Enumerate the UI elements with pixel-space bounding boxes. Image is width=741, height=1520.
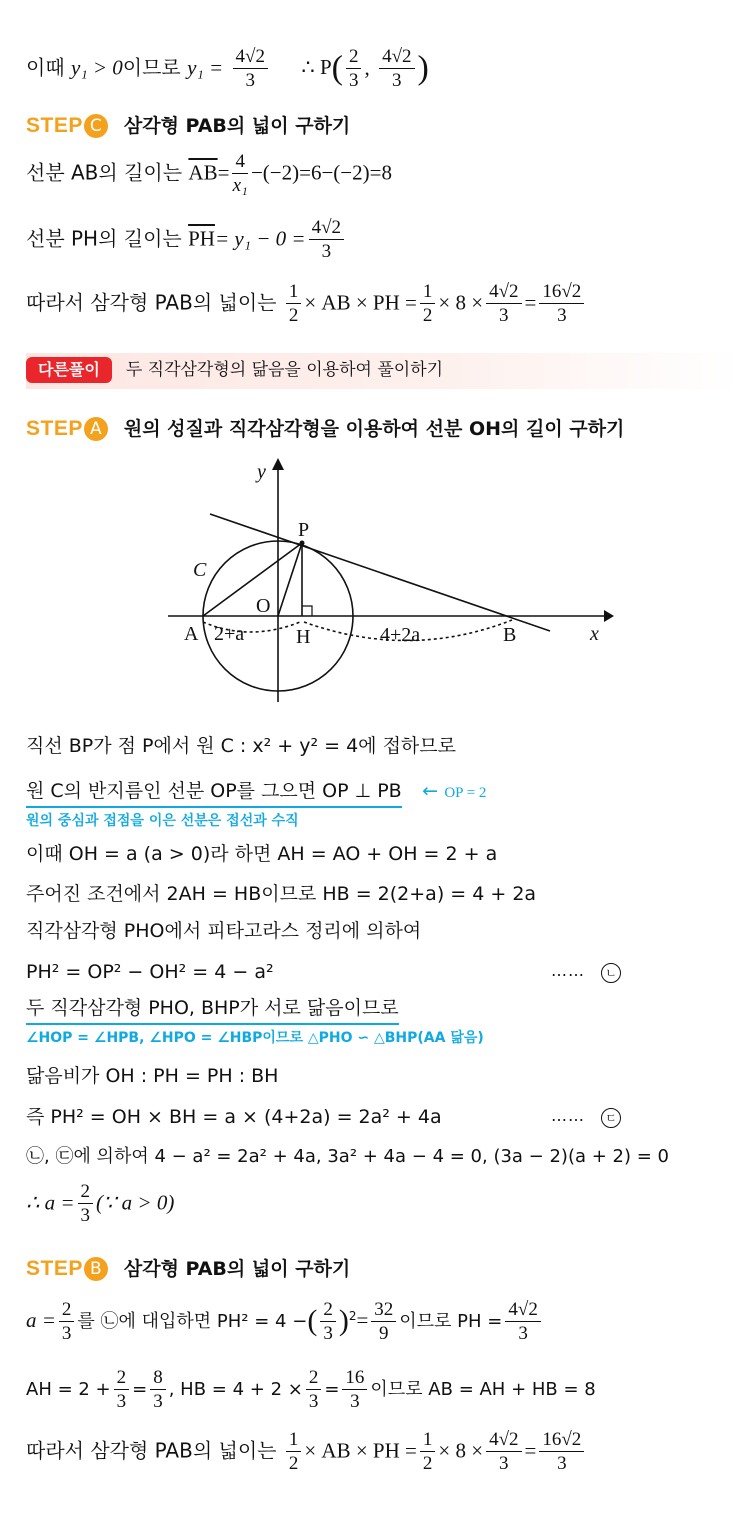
step-b-heading: STEP B 삼각형 PAB의 넓이 구하기 — [26, 1257, 351, 1280]
line-substitute: a = $\frac{2}{3}$ 를 ㉡에 대입하면 PH² = 4 −( $\frac{2}{3}$ )$^2$= $\frac{32}{9}$ 이므로 PH = $\frac{4√2}{3}$ — [26, 1300, 544, 1344]
label-a: A — [184, 623, 199, 645]
ph-length-line: 선분 PH의 길이는 $\overline{PH}= y_1 - 0$ = $\frac{4√2}{3}$ — [26, 218, 347, 262]
label-o: O — [256, 595, 271, 617]
step-c-circle: C — [84, 114, 108, 138]
y-arrow — [272, 458, 284, 470]
alt-solution: 다른풀이 두 직각삼각형의 닮음을 이용하여 풀이하기 — [26, 357, 443, 383]
area-line-2: 따라서 삼각형 PAB의 넓이는 $\frac{1}{2}$ × AB × PH = $\frac{1}{2}$ × 8 × $\frac{4√2}{3}$ = $\frac{16√2}{3}$ — [26, 1430, 587, 1474]
x-arrow — [604, 610, 614, 622]
equation-2: PH² = OP² − OH² = 4 − a² …… ㄴ — [26, 963, 274, 982]
area-line-1: 따라서 삼각형 PAB의 넓이는 $\frac{1}{2}$ × AB × PH = $\frac{1}{2}$ × 8 × $\frac{4√2}{3}$ = $\frac{16√2}{3}$ — [26, 282, 587, 326]
label-x: x — [590, 623, 599, 645]
line-quadratic: ㉡, ㉢에 의하여 4 − a² = 2a² + 4a, 3a² + 4a − 4 = 0, (3a − 2)(a + 2) = 0 — [26, 1146, 669, 1167]
tag-circle-3: ㄷ — [601, 1108, 621, 1128]
step-a-heading: STEP A 원의 성질과 직각삼각형을 이용하여 선분 OH의 길이 구하기 — [26, 417, 625, 440]
label-y: y — [257, 461, 266, 483]
line-similar: 두 직각삼각형 PHO, BHP가 서로 닮음이므로 — [26, 997, 399, 1018]
step-c-heading: STEP C 삼각형 PAB의 넓이 구하기 — [26, 114, 351, 137]
right-angle-mark — [302, 606, 312, 616]
fraction: $\frac{4√2}{3}$ — [233, 47, 268, 91]
label-h: H — [296, 626, 311, 648]
step-a-circle: A — [84, 417, 108, 441]
label-ah: 2+a — [214, 623, 245, 645]
segment-ap — [203, 543, 302, 616]
note-similarity: ∠HOP = ∠HPB, ∠HPO = ∠HBP이므로 △PHO ∽ △BHP(AA 닮음) — [26, 1030, 484, 1046]
label-hb: 4+2a — [380, 624, 421, 646]
label-b: B — [503, 624, 517, 646]
line-ratio: 닮음비가 OH : PH = PH : BH — [26, 1065, 279, 1087]
tag-circle-2: ㄴ — [601, 963, 621, 983]
line-condition: 주어진 조건에서 2AH = HB이므로 HB = 2(2+a) = 4 + 2a — [26, 883, 537, 905]
line-pythagoras: 직각삼각형 PHO에서 피타고라스 정리에 의하여 — [26, 920, 422, 942]
line-y1: 이때 y₁ > 0이므로 y₁ = $\frac{4√2}{3}$ ∴ P( $\frac{2}{3}$ , $\frac{4√2}{3}$ ) — [26, 46, 429, 91]
line-oh: 이때 OH = a (a > 0)라 하면 AH = AO + OH = 2 + a — [26, 843, 498, 865]
segment-op — [278, 543, 302, 616]
line-a-value: ∴ a = $\frac{2}{3}$ (∵ a > 0) — [26, 1181, 175, 1226]
label-p: P — [298, 519, 310, 541]
alt-solution-badge: 다른풀이 — [26, 357, 112, 383]
line-lengths: AH = 2 + $\frac{2}{3}$ = $\frac{8}{3}$ , HB = 4 + 2 × $\frac{2}{3}$ = $\frac{16}{3}$ 이므로 AB = AH + HB = 8 — [26, 1367, 596, 1412]
note-perpendicular: 원의 중심과 접점을 이은 선분은 접선과 수직 — [26, 813, 299, 829]
line-tangent: 직선 BP가 점 P에서 원 C : x² + y² = 4에 접하므로 — [26, 735, 456, 757]
label-c: C — [193, 559, 207, 581]
equation-3: 즉 PH² = OH × BH = a × (4+2a) = 2a² + 4a …… ㄷ — [26, 1108, 442, 1127]
step-b-circle: B — [84, 1257, 108, 1281]
line-radius: 원 C의 반지름인 선분 OP를 그으면 OP ⊥ PB ← OP = 2 — [26, 780, 486, 801]
ab-length-line: 선분 AB의 길이는 $\overline{AB}=$ $\frac{4}{\text{x₁}}$ −(−2)=6−(−2)=8 — [26, 151, 392, 196]
